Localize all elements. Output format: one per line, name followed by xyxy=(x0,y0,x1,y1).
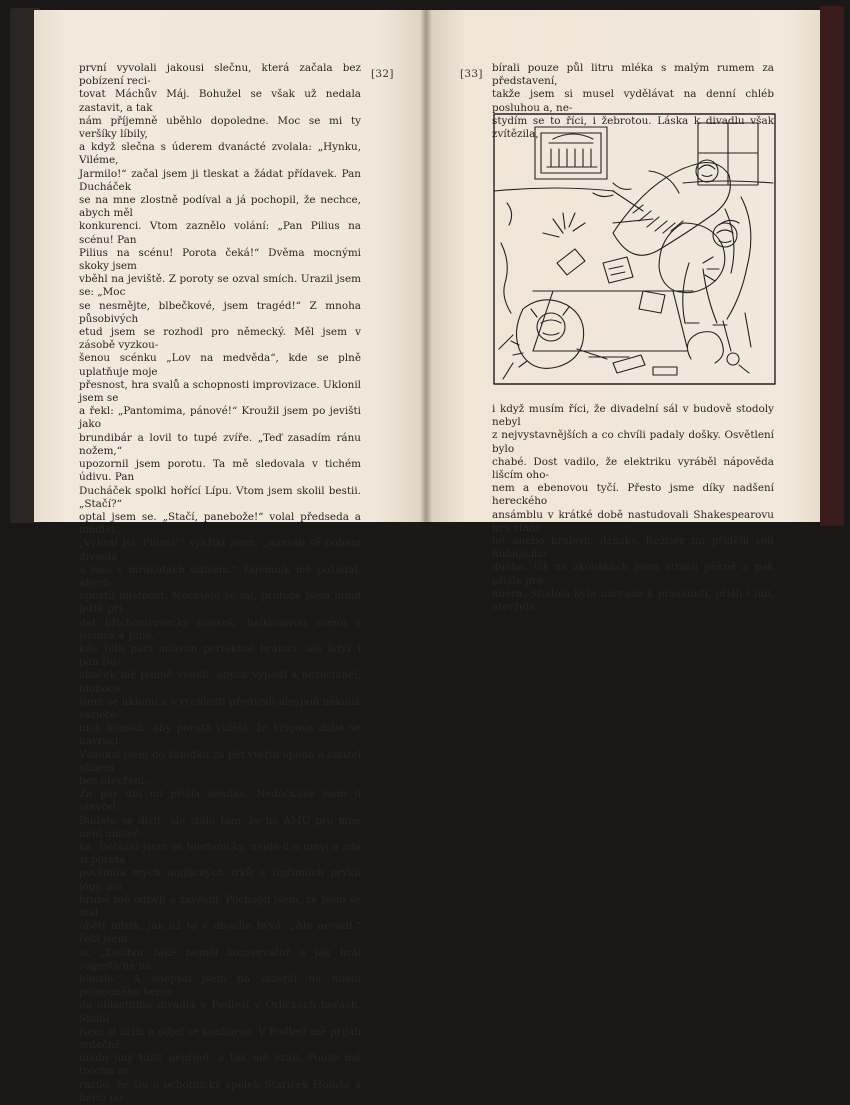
left-page-number: [32] xyxy=(371,68,394,80)
right-page-bottom-text: i když musím říci, že divadelní sál v budově stodoly nebyl z nejvystavnějších a co chvíli padaly došky. Osvětlení bylo chabé. Dost vadilo, že elektriku vyráběl nápověda lišcím oho- nem a ebenovou tyčí. Přesto jsme díky nadšení hereckého ansámblu v krátké době nastudovali Shakespearovu hru Ham- let anebo kralevic dánský. Režisér mi přidělil roli hubajícího ducha. Už na zkouškách jsem strašil pěkně a pak přišla pre- miéra. Stodola byla narvaná k prasknutí, přišli i lidi, otevřela xyxy=(492,403,774,614)
right-page-top-text: bírali pouze půl litru mléka s malým rumem za představení, takže jsem si musel vydělávat na denní chléb posluhou a, ne- stydím se to říci, i žebrotou. Láska k divadlu však zvítězila, xyxy=(492,62,774,141)
book-cover-right xyxy=(820,6,844,526)
right-page-number: [33] xyxy=(460,68,483,80)
theater-chaos-illustration xyxy=(493,113,776,385)
left-page-body-text: první vyvolali jakousi slečnu, která začala bez pobízení reci- tovat Máchův Máj. Bohužel se však už nedala zastavit, a tak nám příjemně uběhlo dopoledne. Moc se mi ty veršíky líbily, a když slečna s úderem dvanácté zvolala: „Hynku, Viléme, Jarmilo!“ začal jsem ji tleskat a žádat přídavek. Pan Ducháček se na mne zlostně podíval a já pochopil, že nechce, abych měl konkurenci. Vtom zaznělo volání: „Pan Pilius na scénu! Pan Pilius na scénu! Porota čeká!“ Dvěma mocnými skoky jsem vběhl na jeviště. Z poroty se ozval smích. Urazil jsem se: „Moc se nesmějte, blbečkové, jsem tragéd!“ Z mnoha působivých etud jsem se rozhodl pro německý. Měl jsem v zásobě vyzkou- šenou scénku „Lov na medvěda“, kde se plně uplatňuje moje přesnost, hra svalů a schopnosti improvizace. Uklonil jsem se a řekl: „Pantomima, pánové!“ Kroužil jsem po jevišti jako brundibár a lovil to tupé zvíře. „Teď zasadím ránu nožem,“ upozornil jsem porotu. Ta mě sledovala v tichém údivu. Pan Ducháček spolkl hořící Lípu. Vtom jsem skolil bestii. „Stačí?“ optal jsem se. „Stačí, panebože!“ volal předseda a omdlel. „Vyhrál jsi, Piliusi!“ vykřikl jsem, „nazvali tě bohem divadla a jsou v mrákotách údivem.“ Tajemník mě požádal, abych opustil místnost. Nechtělo se mi, protože jsem mínil ještě při- dat břichomluvecký kousek, balkónovou scénu z Romea a Julie, kde Julii part mluvím perfektně bránicí, ale když i pan Du- chaček mě jemně vybídl, abych vypadl a nezaclánël, hluboce jsem se uklonil a v rychlosti předvedl alespoň několik varieté- ních kousků, aby porota viděla, že Frigova doba se navrací. Vsoukal jsem do žaludku za pět vteřin opona a zmizel oknem bez otevření… Za pár dní mi přišla obsílka. Nedočkavě jsem ji otevřel. Budete se divit, ale stálo tam, že na AMU pro mne není místeč- ka. Dotázal jsem se telefonicky, nejde-li o omyl a zda si porota povšimla mých anglických trků a tigřinních prvků jógy, ale hrubě mě odbyli a zavěsili. Pochopil jsem, že jsem se stal obětí intrik, jak už to v divadle bývá. „Ale nevadí,“ řekl jsem si, „Dalibor také neměl konzervatoř a jak hrál sugestivně na housle.“ A odepsal jsem na inzerát na místo pomocného herce do oblastního divadla v Podlesí v Orlických horách. Shalil jsem si uzlík a odjel se konkursu. V Podlesí mě přijali srdečně, nikdo jiný tožit nepřijel, a tak mě vzali. Pouze mě trochu za- razilo, že šlo o ochotnický spolek Staříček Holuša a herci po- xyxy=(79,62,361,1104)
book-gutter xyxy=(420,10,432,522)
